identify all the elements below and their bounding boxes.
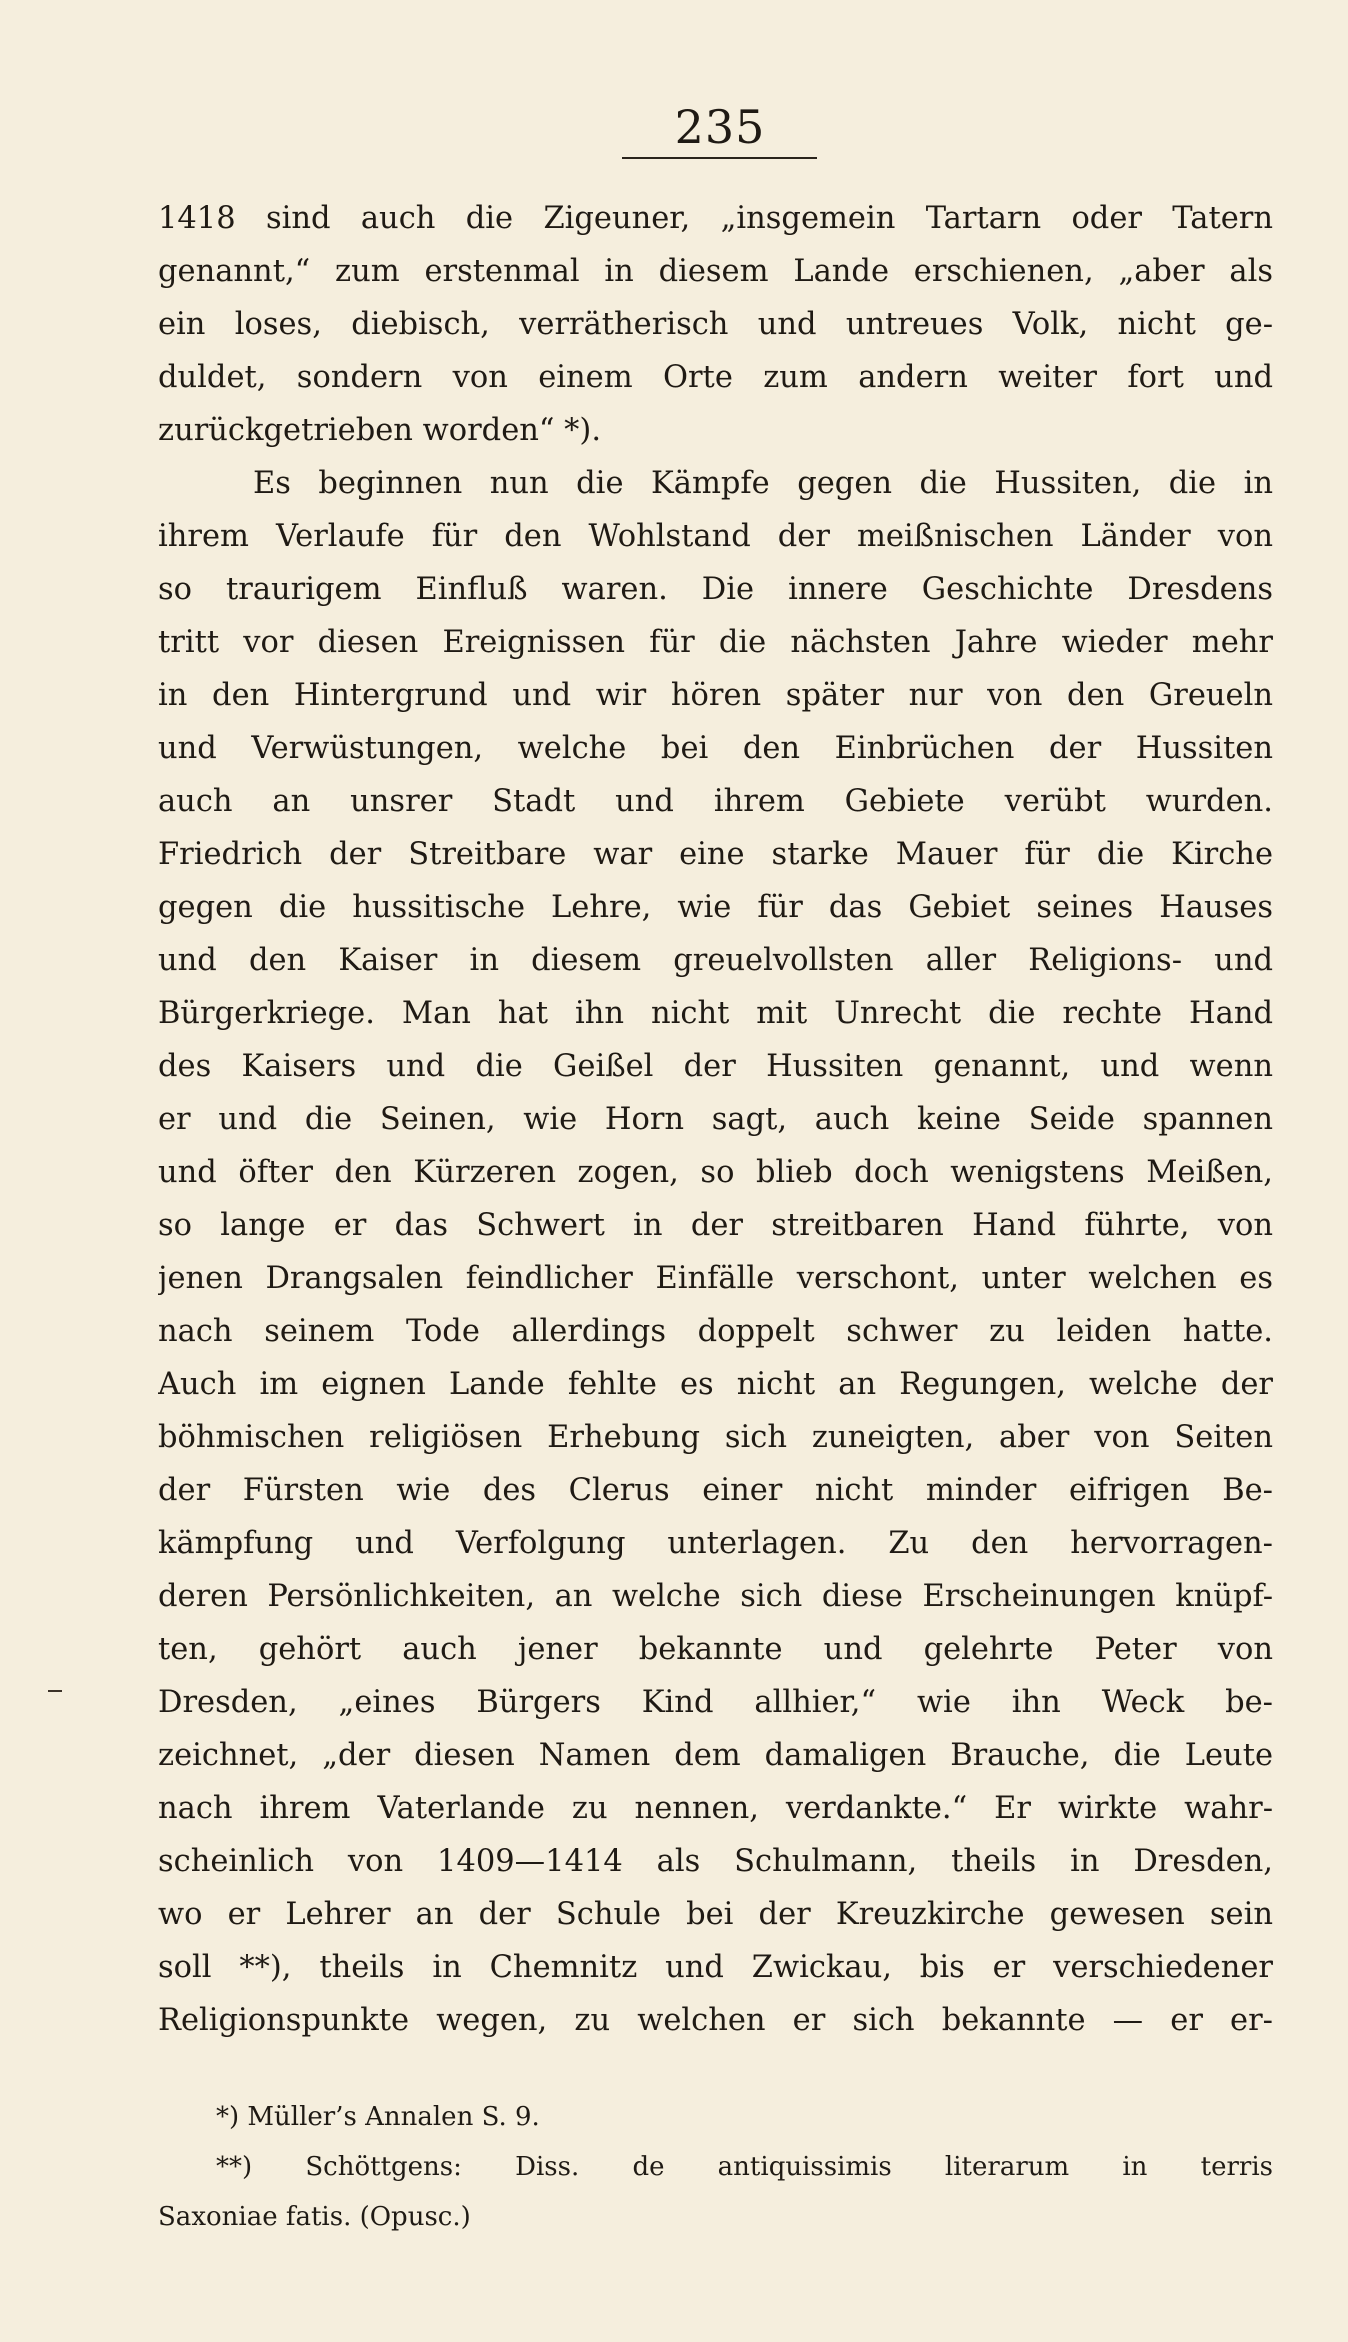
text-line: duldet, sondern von einem Orte zum andern weiter fort und [158, 360, 1273, 395]
text-line: wo er Lehrer an der Schule bei der Kreuzkirche gewesen sein [158, 1897, 1273, 1932]
text-line: genannt,“ zum erstenmal in diesem Lande erschienen, „aber als [158, 254, 1273, 289]
body-text [158, 192, 1273, 2047]
page-number: 235 [674, 100, 766, 154]
footnote-1: *) Müller’s Annalen S. 9. [216, 2102, 540, 2132]
margin-mark [48, 1690, 62, 1692]
text-line: Bürgerkriege. Man hat ihn nicht mit Unrecht die rechte Hand [158, 996, 1273, 1031]
text-line: jenen Drangsalen feindlicher Einfälle verschont, unter welchen es [158, 1261, 1273, 1296]
text-line: Religionspunkte wegen, zu welchen er sich bekannte — er er- [158, 2003, 1273, 2038]
page-number-rule [622, 157, 817, 159]
footnote-2-continued: Saxoniae fatis. (Opusc.) [158, 2202, 471, 2232]
text-line: deren Persönlichkeiten, an welche sich diese Erscheinungen knüpf- [158, 1579, 1273, 1614]
text-line: der Fürsten wie des Clerus einer nicht minder eifrigen Be- [158, 1473, 1273, 1508]
text-line: böhmischen religiösen Erhebung sich zuneigten, aber von Seiten [158, 1420, 1273, 1455]
text-line: ein loses, diebisch, verrätherisch und untreues Volk, nicht ge- [158, 307, 1273, 342]
text-line: Friedrich der Streitbare war eine starke Mauer für die Kirche [158, 837, 1273, 872]
text-line: soll **), theils in Chemnitz und Zwickau, bis er verschiedener [158, 1950, 1273, 1985]
text-line: Dresden, „eines Bürgers Kind allhier,“ wie ihn Weck be- [158, 1685, 1273, 1720]
text-line: zeichnet, „der diesen Namen dem damaligen Brauche, die Leute [158, 1738, 1273, 1773]
text-line: Es beginnen nun die Kämpfe gegen die Hussiten, die in [253, 466, 1273, 501]
footnote-2: **) Schöttgens: Diss. de antiquissimis literarum in terris [216, 2152, 1273, 2182]
text-line: und Verwüstungen, welche bei den Einbrüchen der Hussiten [158, 731, 1273, 766]
text-line: auch an unsrer Stadt und ihrem Gebiete verübt wurden. [158, 784, 1273, 819]
text-line: nach seinem Tode allerdings doppelt schwer zu leiden hatte. [158, 1314, 1273, 1349]
footnotes [158, 2092, 1273, 2242]
text-line: ten, gehört auch jener bekannte und gelehrte Peter von [158, 1632, 1273, 1667]
text-line: Auch im eignen Lande fehlte es nicht an Regungen, welche der [158, 1367, 1273, 1402]
text-line: so traurigem Einfluß waren. Die innere Geschichte Dresdens [158, 572, 1273, 607]
text-line: nach ihrem Vaterlande zu nennen, verdankte.“ Er wirkte wahr- [158, 1791, 1273, 1826]
text-line: in den Hintergrund und wir hören später nur von den Greueln [158, 678, 1273, 713]
text-line: und den Kaiser in diesem greuelvollsten aller Religions- und [158, 943, 1273, 978]
text-line: zurückgetrieben worden“ *). [158, 413, 602, 448]
text-line: ihrem Verlaufe für den Wohlstand der meißnischen Länder von [158, 519, 1273, 554]
text-line: des Kaisers und die Geißel der Hussiten genannt, und wenn [158, 1049, 1273, 1084]
text-line: gegen die hussitische Lehre, wie für das Gebiet seines Hauses [158, 890, 1273, 925]
text-line: 1418 sind auch die Zigeuner, „insgemein Tartarn oder Tatern [158, 201, 1273, 236]
text-line: scheinlich von 1409—1414 als Schulmann, theils in Dresden, [158, 1844, 1273, 1879]
text-line: so lange er das Schwert in der streitbaren Hand führte, von [158, 1208, 1273, 1243]
text-line: er und die Seinen, wie Horn sagt, auch keine Seide spannen [158, 1102, 1273, 1137]
text-line: kämpfung und Verfolgung unterlagen. Zu den hervorragen- [158, 1526, 1273, 1561]
text-line: tritt vor diesen Ereignissen für die nächsten Jahre wieder mehr [158, 625, 1273, 660]
text-line: und öfter den Kürzeren zogen, so blieb doch wenigstens Meißen, [158, 1155, 1273, 1190]
